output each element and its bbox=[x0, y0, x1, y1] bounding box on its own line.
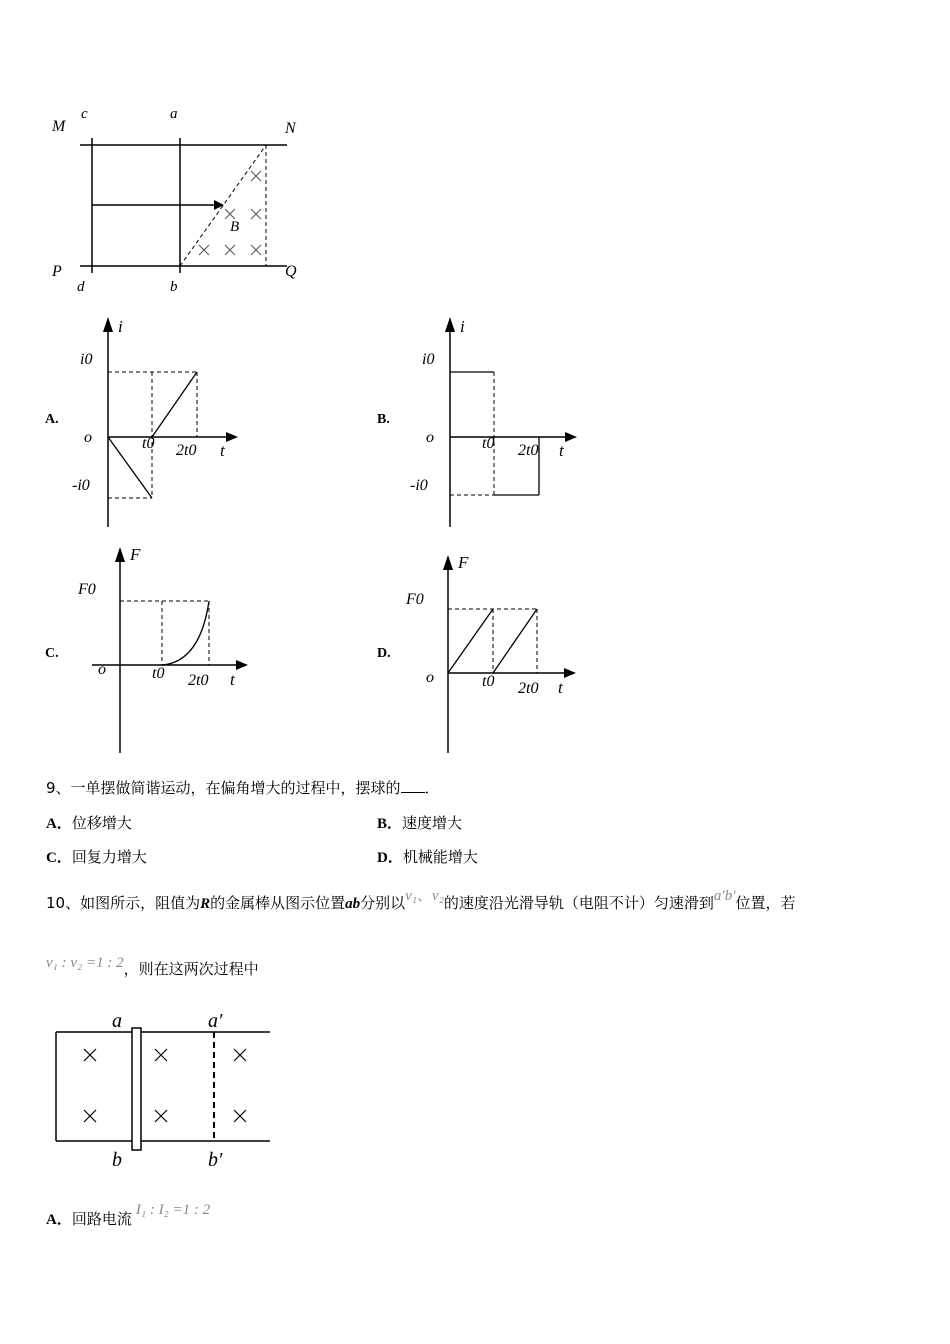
q9-blank bbox=[401, 780, 425, 793]
q9-option-A-key: A． bbox=[46, 816, 72, 832]
A-bottom: -i0 bbox=[72, 477, 90, 494]
q10-text-4: 的速度沿光滑导轨（电阻不计）匀速滑到 bbox=[443, 894, 714, 912]
C-y-axis: F bbox=[130, 545, 141, 564]
C-top: F0 bbox=[78, 581, 96, 598]
q10-v2: v₂ bbox=[432, 888, 444, 904]
D-y-axis: F bbox=[458, 553, 469, 572]
graph-A bbox=[66, 312, 246, 532]
label-Q: Q bbox=[285, 263, 297, 280]
q10-label-a: a bbox=[112, 1010, 122, 1032]
q10-sep: 、 bbox=[417, 886, 433, 904]
label-B: B bbox=[230, 219, 240, 235]
label-b: b bbox=[170, 279, 178, 295]
q10-option-A-key: A． bbox=[46, 1212, 72, 1228]
label-c: c bbox=[81, 106, 88, 122]
option-C-label[interactable]: C. bbox=[45, 646, 59, 661]
D-t2: 2t0 bbox=[518, 680, 539, 697]
A-origin: o bbox=[84, 429, 92, 446]
B-bottom: -i0 bbox=[410, 477, 428, 494]
q10-v1: v₁ bbox=[405, 888, 418, 904]
B-x-axis: t bbox=[559, 441, 564, 460]
label-d: d bbox=[77, 279, 85, 295]
B-origin: o bbox=[426, 429, 434, 446]
graph-C bbox=[72, 540, 257, 758]
q10-text-3: 分别以 bbox=[360, 894, 406, 912]
q9-option-C[interactable] bbox=[46, 846, 147, 867]
q9-option-C-text: 回复力增大 bbox=[71, 848, 147, 866]
q10-label-a-prime: a′ bbox=[208, 1010, 223, 1032]
q9-stem bbox=[46, 777, 440, 798]
option-D-label[interactable]: D. bbox=[377, 646, 391, 661]
q10-ratio: v₁ : v₂ =1 : 2 bbox=[46, 955, 124, 971]
option-A-label[interactable]: A. bbox=[45, 412, 59, 427]
q10-stem-line2 bbox=[46, 955, 259, 979]
A-top: i0 bbox=[80, 351, 93, 368]
q9-option-B-key: B． bbox=[377, 816, 403, 832]
q10-ab: ab bbox=[345, 896, 361, 912]
q9-option-B-text: 速度增大 bbox=[402, 814, 463, 832]
C-t1: t0 bbox=[152, 665, 165, 682]
q9-option-B[interactable] bbox=[377, 812, 462, 833]
q10-rail-figure bbox=[48, 1006, 278, 1176]
A-x-axis: t bbox=[220, 441, 225, 460]
q9-option-D-key: D． bbox=[377, 850, 403, 866]
q10-label-b: b bbox=[112, 1149, 122, 1171]
q10-label-b-prime: b′ bbox=[208, 1149, 223, 1171]
D-x-axis: t bbox=[558, 678, 563, 697]
C-origin: o bbox=[98, 661, 106, 678]
q9-option-D[interactable] bbox=[377, 846, 478, 867]
B-top: i0 bbox=[422, 351, 435, 368]
graph-D bbox=[400, 548, 585, 758]
q10-stem-line1 bbox=[46, 886, 796, 913]
A-t1: t0 bbox=[142, 435, 155, 452]
A-y-axis: i bbox=[118, 317, 123, 336]
q10-text-5: 位置，若 bbox=[735, 894, 796, 912]
label-P: P bbox=[52, 263, 62, 280]
label-M: M bbox=[52, 118, 66, 135]
q9-stem-text: 9、一单摆做简谐运动，在偏角增大的过程中，摆球的 bbox=[46, 779, 401, 797]
C-x-axis: t bbox=[230, 670, 235, 689]
q10-text-1: 10、如图所示，阻值为 bbox=[46, 894, 201, 912]
q10-option-A-math: I₁ : I₂ =1 : 2 bbox=[135, 1202, 211, 1218]
q9-option-D-text: 机械能增大 bbox=[402, 848, 478, 866]
q10-option-A[interactable] bbox=[46, 1202, 211, 1229]
q10-apbp: a′b′ bbox=[713, 888, 736, 904]
q9-option-C-key: C． bbox=[46, 850, 72, 866]
q9-stem-end: ． bbox=[424, 779, 440, 797]
D-origin: o bbox=[426, 669, 434, 686]
q9-option-A[interactable] bbox=[46, 812, 132, 833]
label-N: N bbox=[285, 120, 296, 137]
option-B-label[interactable]: B. bbox=[377, 412, 390, 427]
B-t2: 2t0 bbox=[518, 442, 539, 459]
B-y-axis: i bbox=[460, 317, 465, 336]
graph-B bbox=[408, 312, 588, 532]
D-t1: t0 bbox=[482, 673, 495, 690]
q9-option-A-text: 位移增大 bbox=[71, 814, 132, 832]
A-t2: 2t0 bbox=[176, 442, 197, 459]
label-a: a bbox=[170, 106, 178, 122]
q10-text-6: ，则在这两次过程中 bbox=[123, 960, 259, 978]
q10-option-A-text: 回路电流 bbox=[71, 1210, 132, 1228]
q10-text-2: 的金属棒从图示位置 bbox=[210, 894, 346, 912]
B-t1: t0 bbox=[482, 435, 495, 452]
top-circuit-figure bbox=[42, 98, 318, 296]
D-top: F0 bbox=[406, 591, 424, 608]
q10-R: R bbox=[200, 896, 211, 912]
C-t2: 2t0 bbox=[188, 672, 209, 689]
